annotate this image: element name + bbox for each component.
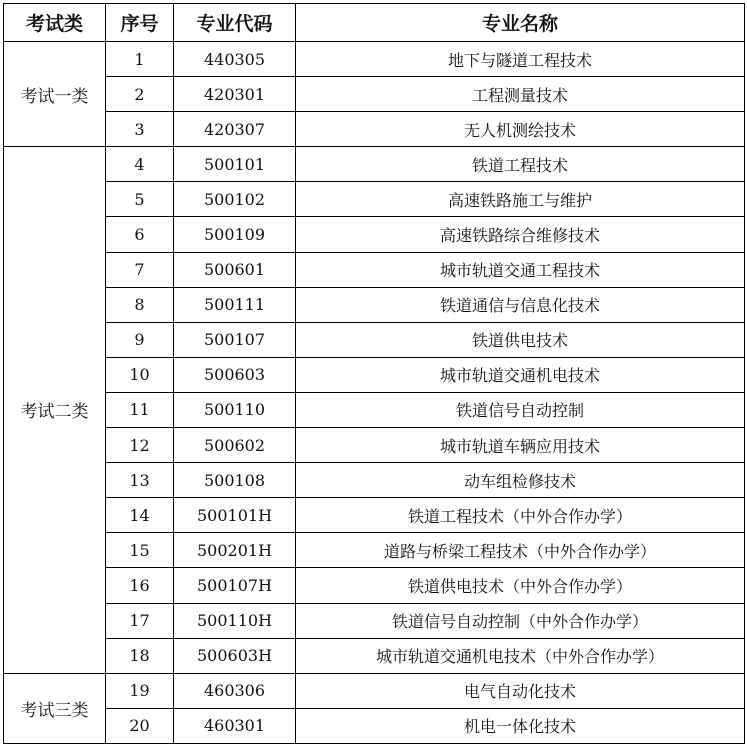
- number-cell: 11: [106, 392, 174, 427]
- number-cell: 2: [106, 77, 174, 112]
- number-cell: 17: [106, 603, 174, 638]
- code-cell: 500603H: [174, 638, 296, 673]
- name-cell: 城市轨道车辆应用技术: [296, 428, 745, 463]
- code-cell: 500110: [174, 392, 296, 427]
- number-cell: 20: [106, 708, 174, 743]
- name-cell: 无人机测绘技术: [296, 112, 745, 147]
- table-row: [4, 182, 745, 217]
- code-cell: 500110H: [174, 603, 296, 638]
- number-cell: 10: [106, 357, 174, 392]
- code-cell: 500602: [174, 428, 296, 463]
- header-code: 专业代码: [174, 4, 296, 42]
- table-row: [4, 428, 745, 463]
- table-body: [4, 42, 745, 744]
- number-cell: 1: [106, 42, 174, 77]
- name-cell: 电气自动化技术: [296, 673, 745, 708]
- name-cell: 铁道信号自动控制（中外合作办学）: [296, 603, 745, 638]
- number-cell: 16: [106, 568, 174, 603]
- name-cell: 铁道工程技术（中外合作办学）: [296, 498, 745, 533]
- header-row: [4, 4, 745, 42]
- name-cell: 铁道供电技术（中外合作办学）: [296, 568, 745, 603]
- category-cell: 考试二类: [4, 147, 106, 673]
- code-cell: 500101: [174, 147, 296, 182]
- name-cell: 铁道信号自动控制: [296, 392, 745, 427]
- table-row: [4, 392, 745, 427]
- number-cell: 14: [106, 498, 174, 533]
- code-cell: 500601: [174, 252, 296, 287]
- code-cell: 420307: [174, 112, 296, 147]
- table-row: [4, 112, 745, 147]
- table-row: [4, 147, 745, 182]
- table-row: [4, 568, 745, 603]
- category-cell: 考试一类: [4, 42, 106, 147]
- code-cell: 500109: [174, 217, 296, 252]
- code-cell: 500102: [174, 182, 296, 217]
- name-cell: 铁道工程技术: [296, 147, 745, 182]
- name-cell: 城市轨道交通工程技术: [296, 252, 745, 287]
- number-cell: 18: [106, 638, 174, 673]
- table-row: [4, 708, 745, 743]
- code-cell: 440305: [174, 42, 296, 77]
- number-cell: 3: [106, 112, 174, 147]
- name-cell: 高速铁路施工与维护: [296, 182, 745, 217]
- majors-table: [3, 3, 745, 744]
- code-cell: 500107: [174, 322, 296, 357]
- table-row: [4, 252, 745, 287]
- code-cell: 460301: [174, 708, 296, 743]
- header-number: 序号: [106, 4, 174, 42]
- table-row: [4, 498, 745, 533]
- name-cell: 高速铁路综合维修技术: [296, 217, 745, 252]
- number-cell: 13: [106, 463, 174, 498]
- header-name: 专业名称: [296, 4, 745, 42]
- category-cell: 考试三类: [4, 673, 106, 743]
- number-cell: 9: [106, 322, 174, 357]
- table-row: [4, 673, 745, 708]
- table-row: [4, 357, 745, 392]
- code-cell: 420301: [174, 77, 296, 112]
- table-row: [4, 287, 745, 322]
- name-cell: 城市轨道交通机电技术: [296, 357, 745, 392]
- name-cell: 动车组检修技术: [296, 463, 745, 498]
- number-cell: 4: [106, 147, 174, 182]
- number-cell: 19: [106, 673, 174, 708]
- table-row: [4, 463, 745, 498]
- code-cell: 460306: [174, 673, 296, 708]
- table-header: [4, 4, 745, 42]
- number-cell: 7: [106, 252, 174, 287]
- table-row: [4, 77, 745, 112]
- number-cell: 6: [106, 217, 174, 252]
- table-row: [4, 533, 745, 568]
- table-row: [4, 42, 745, 77]
- name-cell: 工程测量技术: [296, 77, 745, 112]
- name-cell: 城市轨道交通机电技术（中外合作办学）: [296, 638, 745, 673]
- name-cell: 道路与桥梁工程技术（中外合作办学）: [296, 533, 745, 568]
- number-cell: 15: [106, 533, 174, 568]
- table-row: [4, 217, 745, 252]
- name-cell: 机电一体化技术: [296, 708, 745, 743]
- name-cell: 铁道供电技术: [296, 322, 745, 357]
- table-row: [4, 638, 745, 673]
- code-cell: 500201H: [174, 533, 296, 568]
- code-cell: 500107H: [174, 568, 296, 603]
- table-row: [4, 603, 745, 638]
- code-cell: 500108: [174, 463, 296, 498]
- table-row: [4, 322, 745, 357]
- name-cell: 地下与隧道工程技术: [296, 42, 745, 77]
- code-cell: 500111: [174, 287, 296, 322]
- number-cell: 12: [106, 428, 174, 463]
- number-cell: 5: [106, 182, 174, 217]
- name-cell: 铁道通信与信息化技术: [296, 287, 745, 322]
- header-category: 考试类: [4, 4, 106, 42]
- code-cell: 500101H: [174, 498, 296, 533]
- code-cell: 500603: [174, 357, 296, 392]
- number-cell: 8: [106, 287, 174, 322]
